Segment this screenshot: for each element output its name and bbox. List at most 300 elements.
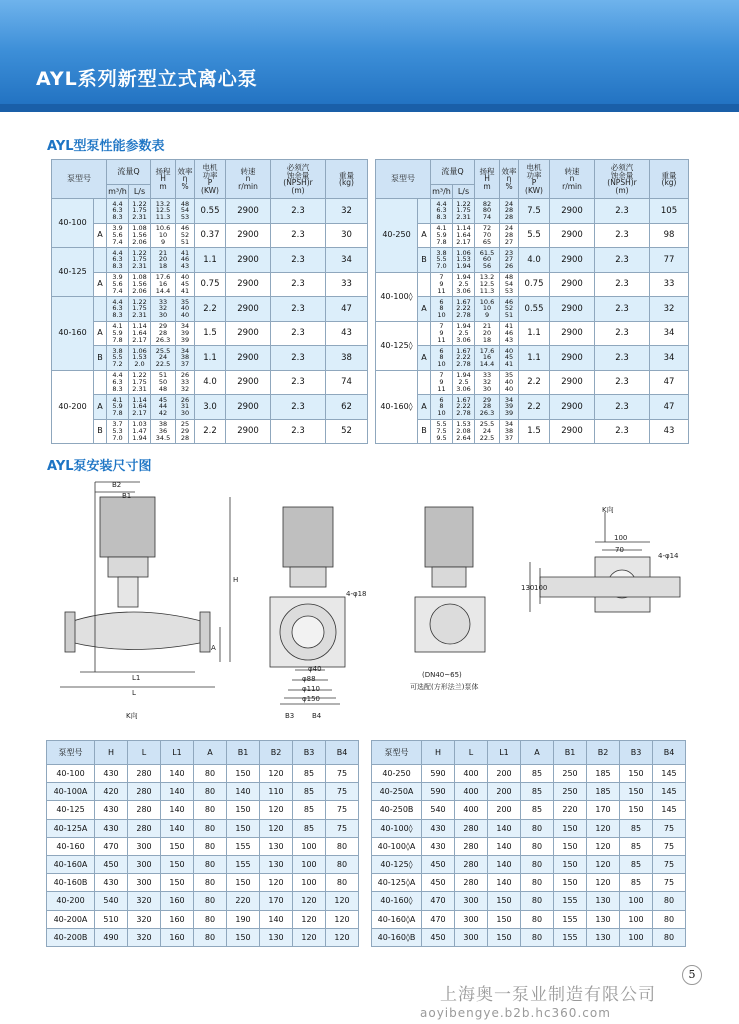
dim-cell: 85 (521, 783, 554, 801)
cell-ls: 1.94 2.5 3.06 (453, 272, 475, 297)
cell-p: 0.75 (519, 272, 550, 297)
cell-ls: 1.22 1.75 2.31 (129, 370, 151, 395)
cell-ls: 1.67 2.22 2.78 (453, 395, 475, 420)
table-row (52, 297, 368, 322)
table-row (52, 223, 368, 248)
cell-p: 1.1 (519, 321, 550, 346)
dim-cell: 150 (227, 765, 260, 783)
cell-ls: 1.22 1.75 2.31 (129, 297, 151, 322)
cell-e: 48 54 53 (176, 199, 195, 224)
table-row (47, 855, 359, 873)
cell-ls: 1.94 2.5 3.06 (453, 370, 475, 395)
table-row (47, 765, 359, 783)
dim-cell: 40-100◊A (372, 837, 422, 855)
cell-e: 41 46 43 (176, 248, 195, 273)
label-h: H (233, 576, 239, 584)
variant-cell (418, 199, 431, 224)
variant-cell (94, 199, 107, 224)
model-cell: 40-100◊ (376, 272, 418, 321)
cell-p: 1.1 (195, 248, 226, 273)
cell-n: 2900 (226, 321, 271, 346)
dim-cell: 420 (95, 783, 128, 801)
header-flow: 流量Q (107, 160, 151, 185)
dim-cell: 120 (293, 928, 326, 946)
dim-cell: 150 (227, 874, 260, 892)
dim-cell: 155 (554, 892, 587, 910)
cell-ls: 1.08 1.56 2.06 (129, 223, 151, 248)
dim-cell: 155 (554, 928, 587, 946)
cell-npsh: 2.3 (595, 370, 650, 395)
dim-cell: 220 (554, 801, 587, 819)
cell-p: 1.5 (519, 419, 550, 444)
cell-e: 46 52 51 (500, 297, 519, 322)
dim-cell: 150 (488, 892, 521, 910)
dim-cell: 80 (521, 874, 554, 892)
label-bolt2: 4-φ14 (658, 552, 679, 560)
dim-cell: 40-125 (47, 801, 95, 819)
dim-cell: 190 (227, 910, 260, 928)
cell-n: 2900 (226, 297, 271, 322)
header-flow-m3h: m³/h (107, 185, 129, 199)
table-row (372, 855, 686, 873)
cell-npsh: 2.3 (271, 346, 326, 371)
dim-header: B2 (260, 741, 293, 765)
cell-h: 17.6 16 14.4 (151, 272, 176, 297)
dim-cell: 185 (587, 765, 620, 783)
dim-cell: 85 (293, 819, 326, 837)
cell-n: 2900 (226, 272, 271, 297)
table-row (52, 346, 368, 371)
cell-p: 0.55 (195, 199, 226, 224)
cell-npsh: 2.3 (271, 248, 326, 273)
cell-h: 82 80 74 (475, 199, 500, 224)
model-cell: 40-250 (376, 199, 418, 273)
dim-cell: 85 (620, 855, 653, 873)
dim-header: H (95, 741, 128, 765)
cell-q: 6 8 10 (431, 346, 453, 371)
variant-cell (418, 370, 431, 395)
cell-p: 1.1 (195, 346, 226, 371)
dim-cell: 80 (521, 928, 554, 946)
cell-p: 3.0 (195, 395, 226, 420)
variant-cell: A (94, 321, 107, 346)
cell-e: 34 38 37 (500, 419, 519, 444)
dim-cell: 320 (128, 910, 161, 928)
variant-cell (418, 321, 431, 346)
dim-cell: 40-160◊A (372, 910, 422, 928)
dim-cell: 320 (128, 892, 161, 910)
table-row (372, 801, 686, 819)
dim-cell: 150 (554, 874, 587, 892)
dim-cell: 510 (95, 910, 128, 928)
header-model: 泵型号 (376, 160, 431, 199)
cell-ls: 1.06 1.53 1.94 (453, 248, 475, 273)
cell-h: 61.5 60 56 (475, 248, 500, 273)
table-row (52, 321, 368, 346)
cell-w: 98 (650, 223, 689, 248)
cell-ls: 1.53 2.08 2.64 (453, 419, 475, 444)
dim-cell: 280 (128, 819, 161, 837)
dim-cell: 80 (194, 855, 227, 873)
dim-cell: 470 (422, 892, 455, 910)
dim-cell: 80 (521, 892, 554, 910)
cell-e: 41 46 43 (500, 321, 519, 346)
dim-cell: 40-100 (47, 765, 95, 783)
table-row (376, 321, 689, 346)
cell-h: 72 70 65 (475, 223, 500, 248)
website: aoyibengye.b2b.hc360.com (420, 1006, 611, 1020)
cell-h: 10.6 10 9 (475, 297, 500, 322)
dim-header: B1 (554, 741, 587, 765)
header-weight: 重量 (kg) (326, 160, 368, 199)
dim-cell: 430 (422, 819, 455, 837)
label-b2: B2 (112, 481, 122, 489)
cell-e: 26 31 30 (176, 395, 195, 420)
dim-cell: 280 (455, 819, 488, 837)
cell-npsh: 2.3 (595, 272, 650, 297)
dim-cell: 280 (455, 874, 488, 892)
cell-n: 2900 (550, 321, 595, 346)
dim-cell: 170 (260, 892, 293, 910)
cell-e: 25 29 28 (176, 419, 195, 444)
cell-q: 4.4 6.3 8.3 (107, 248, 129, 273)
label-d40: φ40 (308, 665, 322, 673)
label-l: L (132, 689, 136, 697)
dim-cell: 140 (260, 910, 293, 928)
cell-q: 6 8 10 (431, 297, 453, 322)
cell-h: 51 50 48 (151, 370, 176, 395)
dim-cell: 250 (554, 783, 587, 801)
header-flow-ls: L/s (453, 185, 475, 199)
dim-cell: 110 (260, 783, 293, 801)
cell-ls: 1.22 1.75 2.31 (129, 248, 151, 273)
cell-n: 2900 (550, 419, 595, 444)
dim-cell: 120 (260, 765, 293, 783)
banner-stripe (0, 104, 739, 112)
dim-cell: 400 (455, 765, 488, 783)
dim-cell: 430 (95, 765, 128, 783)
cell-e: 46 52 51 (176, 223, 195, 248)
variant-cell: A (94, 272, 107, 297)
cell-npsh: 2.3 (271, 297, 326, 322)
cell-e: 24 28 27 (500, 223, 519, 248)
header-power: 电机 功率 P (KW) (519, 160, 550, 199)
table-row (372, 892, 686, 910)
dim-cell: 185 (587, 783, 620, 801)
dim-header: L (128, 741, 161, 765)
dim-cell: 430 (95, 819, 128, 837)
cell-w: 47 (650, 395, 689, 420)
dim-cell: 80 (194, 910, 227, 928)
cell-ls: 1.22 1.75 2.31 (453, 199, 475, 224)
dim-cell: 450 (422, 874, 455, 892)
header-efficiency: 效率 η % (176, 160, 195, 199)
variant-cell: B (94, 346, 107, 371)
cell-n: 2900 (226, 346, 271, 371)
table-row (376, 199, 689, 224)
cell-w: 33 (650, 272, 689, 297)
cell-n: 2900 (550, 297, 595, 322)
table-row (52, 370, 368, 395)
dim-cell: 40-160 (47, 837, 95, 855)
dim-cell: 85 (620, 837, 653, 855)
cell-npsh: 2.3 (595, 248, 650, 273)
cell-h: 33 32 30 (475, 370, 500, 395)
dim-cell: 120 (326, 910, 359, 928)
cell-ls: 1.67 2.22 2.78 (453, 346, 475, 371)
performance-table-right (375, 159, 689, 444)
dim-cell: 160 (161, 910, 194, 928)
cell-h: 25.5 24 22.5 (151, 346, 176, 371)
dim-cell: 75 (326, 765, 359, 783)
dim-header: L1 (488, 741, 521, 765)
cell-h: 29 28 26.3 (475, 395, 500, 420)
dim-cell: 450 (95, 855, 128, 873)
dim-cell: 140 (161, 783, 194, 801)
cell-e: 34 38 37 (176, 346, 195, 371)
cell-p: 0.55 (519, 297, 550, 322)
table-row (376, 419, 689, 444)
dim-cell: 80 (194, 928, 227, 946)
cell-e: 40 45 41 (176, 272, 195, 297)
performance-table-left (51, 159, 368, 444)
dimension-table-right (371, 740, 686, 947)
header-flow-m3h: m³/h (431, 185, 453, 199)
cell-npsh: 2.3 (271, 370, 326, 395)
dim-cell: 150 (227, 801, 260, 819)
dim-cell: 120 (587, 855, 620, 873)
table-row (52, 395, 368, 420)
dim-cell: 80 (194, 874, 227, 892)
dim-cell: 100 (293, 855, 326, 873)
dim-cell: 85 (293, 765, 326, 783)
cell-q: 4.4 6.3 8.3 (107, 370, 129, 395)
dim-cell: 130 (587, 892, 620, 910)
dim-cell: 140 (227, 783, 260, 801)
dim-header: B4 (326, 741, 359, 765)
dim-cell: 200 (488, 801, 521, 819)
dim-cell: 120 (587, 837, 620, 855)
cell-e: 35 40 40 (176, 297, 195, 322)
label-l1: L1 (132, 674, 141, 682)
cell-h: 21 20 18 (151, 248, 176, 273)
cell-npsh: 2.3 (271, 199, 326, 224)
cell-npsh: 2.3 (271, 272, 326, 297)
dim-cell: 85 (620, 874, 653, 892)
label-k-dir: K向 (126, 712, 138, 720)
cell-ls: 1.03 1.47 1.94 (129, 419, 151, 444)
dim-cell: 120 (293, 892, 326, 910)
table-row (47, 892, 359, 910)
cell-ls: 1.14 1.64 2.17 (453, 223, 475, 248)
dim-cell: 170 (587, 801, 620, 819)
table-row (376, 297, 689, 322)
dim-cell: 320 (128, 928, 161, 946)
cell-h: 45 44 42 (151, 395, 176, 420)
table-row (376, 395, 689, 420)
cell-w: 74 (326, 370, 368, 395)
dim-cell: 40-125◊A (372, 874, 422, 892)
dim-cell: 300 (128, 837, 161, 855)
performance-title: AYL型泵性能参数表 (47, 139, 165, 154)
cell-q: 3.9 5.6 7.4 (107, 223, 129, 248)
cell-ls: 1.14 1.64 2.17 (129, 321, 151, 346)
dim-cell: 450 (422, 855, 455, 873)
dim-cell: 75 (653, 837, 686, 855)
cell-w: 34 (326, 248, 368, 273)
dim-cell: 75 (653, 855, 686, 873)
cell-n: 2900 (226, 370, 271, 395)
cell-w: 32 (326, 199, 368, 224)
dim-header: L1 (161, 741, 194, 765)
dim-header: A (194, 741, 227, 765)
dim-cell: 80 (521, 910, 554, 928)
cell-q: 6 8 10 (431, 395, 453, 420)
dim-cell: 80 (194, 819, 227, 837)
dim-cell: 280 (128, 801, 161, 819)
cell-q: 3.8 5.5 7.2 (107, 346, 129, 371)
header-speed: 转速 n r/min (550, 160, 595, 199)
cell-p: 2.2 (195, 297, 226, 322)
cell-ls: 1.08 1.56 2.06 (129, 272, 151, 297)
cell-q: 4.4 6.3 8.3 (431, 199, 453, 224)
variant-cell: A (94, 223, 107, 248)
model-cell: 40-125 (52, 248, 94, 297)
cell-p: 5.5 (519, 223, 550, 248)
dim-header: A (521, 741, 554, 765)
dim-cell: 80 (521, 837, 554, 855)
label-b1: B1 (122, 492, 132, 500)
dim-cell: 280 (455, 837, 488, 855)
label-b4: B4 (312, 712, 322, 720)
dim-cell: 150 (161, 837, 194, 855)
installation-drawing (40, 472, 700, 732)
table-row (47, 928, 359, 946)
dim-cell: 120 (587, 819, 620, 837)
dim-cell: 450 (422, 928, 455, 946)
dim-cell: 80 (194, 783, 227, 801)
table-row (376, 223, 689, 248)
dim-cell: 40-125◊ (372, 855, 422, 873)
dim-cell: 130 (260, 928, 293, 946)
dim-cell: 160 (161, 928, 194, 946)
dim-cell: 590 (422, 765, 455, 783)
cell-q: 4.1 5.9 7.8 (107, 321, 129, 346)
dim-cell: 430 (95, 874, 128, 892)
header-speed: 转速 n r/min (226, 160, 271, 199)
cell-w: 30 (326, 223, 368, 248)
variant-cell: B (94, 419, 107, 444)
cell-w: 52 (326, 419, 368, 444)
pump-side-view (60, 482, 230, 687)
header-head: 扬程 H m (475, 160, 500, 199)
dim-cell: 300 (455, 928, 488, 946)
dimension-table-left (46, 740, 359, 947)
model-cell: 40-160 (52, 297, 94, 371)
dim-cell: 40-250 (372, 765, 422, 783)
cell-n: 2900 (226, 395, 271, 420)
cell-w: 32 (650, 297, 689, 322)
variant-cell (94, 297, 107, 322)
cell-p: 4.0 (195, 370, 226, 395)
cell-ls: 1.94 2.5 3.06 (453, 321, 475, 346)
dim-cell: 400 (455, 783, 488, 801)
dim-header: B3 (293, 741, 326, 765)
dim-cell: 130 (260, 837, 293, 855)
dim-header: 泵型号 (372, 741, 422, 765)
label-d150: φ150 (302, 695, 320, 703)
dim-header: B4 (653, 741, 686, 765)
cell-n: 2900 (226, 419, 271, 444)
cell-npsh: 2.3 (271, 321, 326, 346)
label-b3: B3 (285, 712, 295, 720)
header-weight: 重量 (kg) (650, 160, 689, 199)
cell-npsh: 2.3 (595, 419, 650, 444)
dim-cell: 80 (653, 928, 686, 946)
dim-cell: 75 (326, 819, 359, 837)
title-banner (0, 0, 739, 112)
dim-cell: 40-200B (47, 928, 95, 946)
dim-cell: 150 (488, 910, 521, 928)
label-w70: 70 (615, 546, 624, 554)
variant-cell (418, 272, 431, 297)
cell-h: 17.6 16 14.4 (475, 346, 500, 371)
table-row (47, 874, 359, 892)
dim-header: 泵型号 (47, 741, 95, 765)
dim-cell: 140 (488, 819, 521, 837)
variant-cell: A (418, 346, 431, 371)
cell-npsh: 2.3 (271, 223, 326, 248)
cell-p: 2.2 (519, 395, 550, 420)
table-row (376, 272, 689, 297)
cell-q: 7 9 11 (431, 321, 453, 346)
header-power: 电机 功率 P (KW) (195, 160, 226, 199)
dim-header: B3 (620, 741, 653, 765)
dim-cell: 155 (554, 910, 587, 928)
dim-cell: 430 (95, 801, 128, 819)
dim-cell: 150 (620, 801, 653, 819)
cell-n: 2900 (550, 395, 595, 420)
dim-cell: 130 (260, 855, 293, 873)
dim-cell: 300 (128, 874, 161, 892)
dim-header: L (455, 741, 488, 765)
dim-cell: 300 (455, 892, 488, 910)
cell-e: 24 28 28 (500, 199, 519, 224)
dim-cell: 140 (488, 855, 521, 873)
table-row (372, 783, 686, 801)
dim-cell: 80 (521, 819, 554, 837)
cell-q: 3.7 5.3 7.0 (107, 419, 129, 444)
cell-h: 25.5 24 22.5 (475, 419, 500, 444)
dim-cell: 80 (653, 892, 686, 910)
cell-n: 2900 (226, 223, 271, 248)
label-dn-note: (DN40~65) (422, 671, 462, 679)
dim-cell: 40-100A (47, 783, 95, 801)
table-row (47, 801, 359, 819)
cell-h: 38 36 34.5 (151, 419, 176, 444)
label-d88: φ88 (302, 675, 316, 683)
dim-cell: 150 (554, 819, 587, 837)
dim-cell: 140 (161, 819, 194, 837)
dim-cell: 80 (194, 892, 227, 910)
table-row (47, 783, 359, 801)
cell-h: 21 20 18 (475, 321, 500, 346)
cell-npsh: 2.3 (271, 419, 326, 444)
label-v130: 130 (521, 584, 535, 592)
dim-cell: 85 (521, 765, 554, 783)
dim-cell: 100 (293, 874, 326, 892)
dim-cell: 150 (161, 855, 194, 873)
